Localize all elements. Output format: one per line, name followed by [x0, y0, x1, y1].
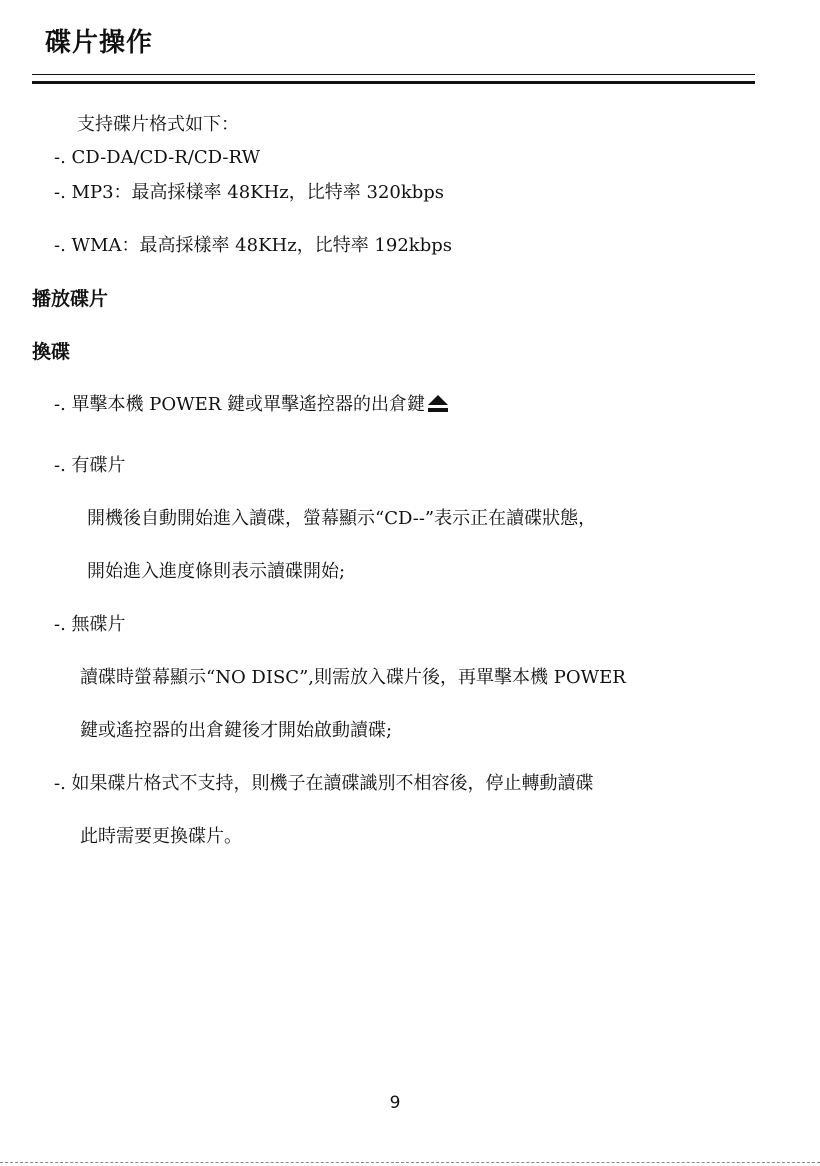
page-number: 9	[389, 1093, 401, 1113]
footer-divider	[0, 1162, 820, 1163]
section-heading-play-disc: 播放碟片	[32, 288, 109, 310]
disc-present-label: -. 有碟片	[54, 455, 126, 476]
unsupported-line-1: -. 如果碟片格式不支持，則機子在讀碟識別不相容後，停止轉動讀碟	[54, 773, 594, 794]
format-item-wma: -. WMA：最高採樣率 48KHz，比特率 192kbps	[54, 235, 452, 256]
eject-icon	[427, 393, 449, 413]
header-divider-thick	[32, 81, 755, 84]
unsupported-line-2: 此時需要更換碟片。	[80, 826, 242, 847]
disc-present-line-2: 開始進入進度條則表示讀碟開始;	[87, 561, 346, 582]
format-item-cd: -. CD-DA/CD-R/CD-RW	[54, 147, 261, 168]
change-step-eject-text: -. 單擊本機 POWER 鍵或單擊遙控器的出倉鍵	[54, 394, 426, 415]
page-title: 碟片操作	[45, 28, 154, 58]
no-disc-label: -. 無碟片	[54, 614, 126, 635]
change-step-eject	[54, 393, 449, 416]
formats-intro: 支持碟片格式如下：	[77, 114, 239, 135]
no-disc-line-2: 鍵或遙控器的出倉鍵後才開始啟動讀碟;	[80, 720, 393, 741]
no-disc-line-1: 讀碟時螢幕顯示“NO DISC”,則需放入碟片後，再單擊本機 POWER	[80, 667, 626, 688]
section-heading-change-disc: 換碟	[32, 341, 71, 363]
format-item-mp3: -. MP3：最高採樣率 48KHz，比特率 320kbps	[54, 182, 445, 203]
header-divider-thin	[32, 74, 755, 75]
disc-present-line-1: 開機後自動開始進入讀碟，螢幕顯示“CD--”表示正在讀碟狀態，	[87, 508, 597, 529]
